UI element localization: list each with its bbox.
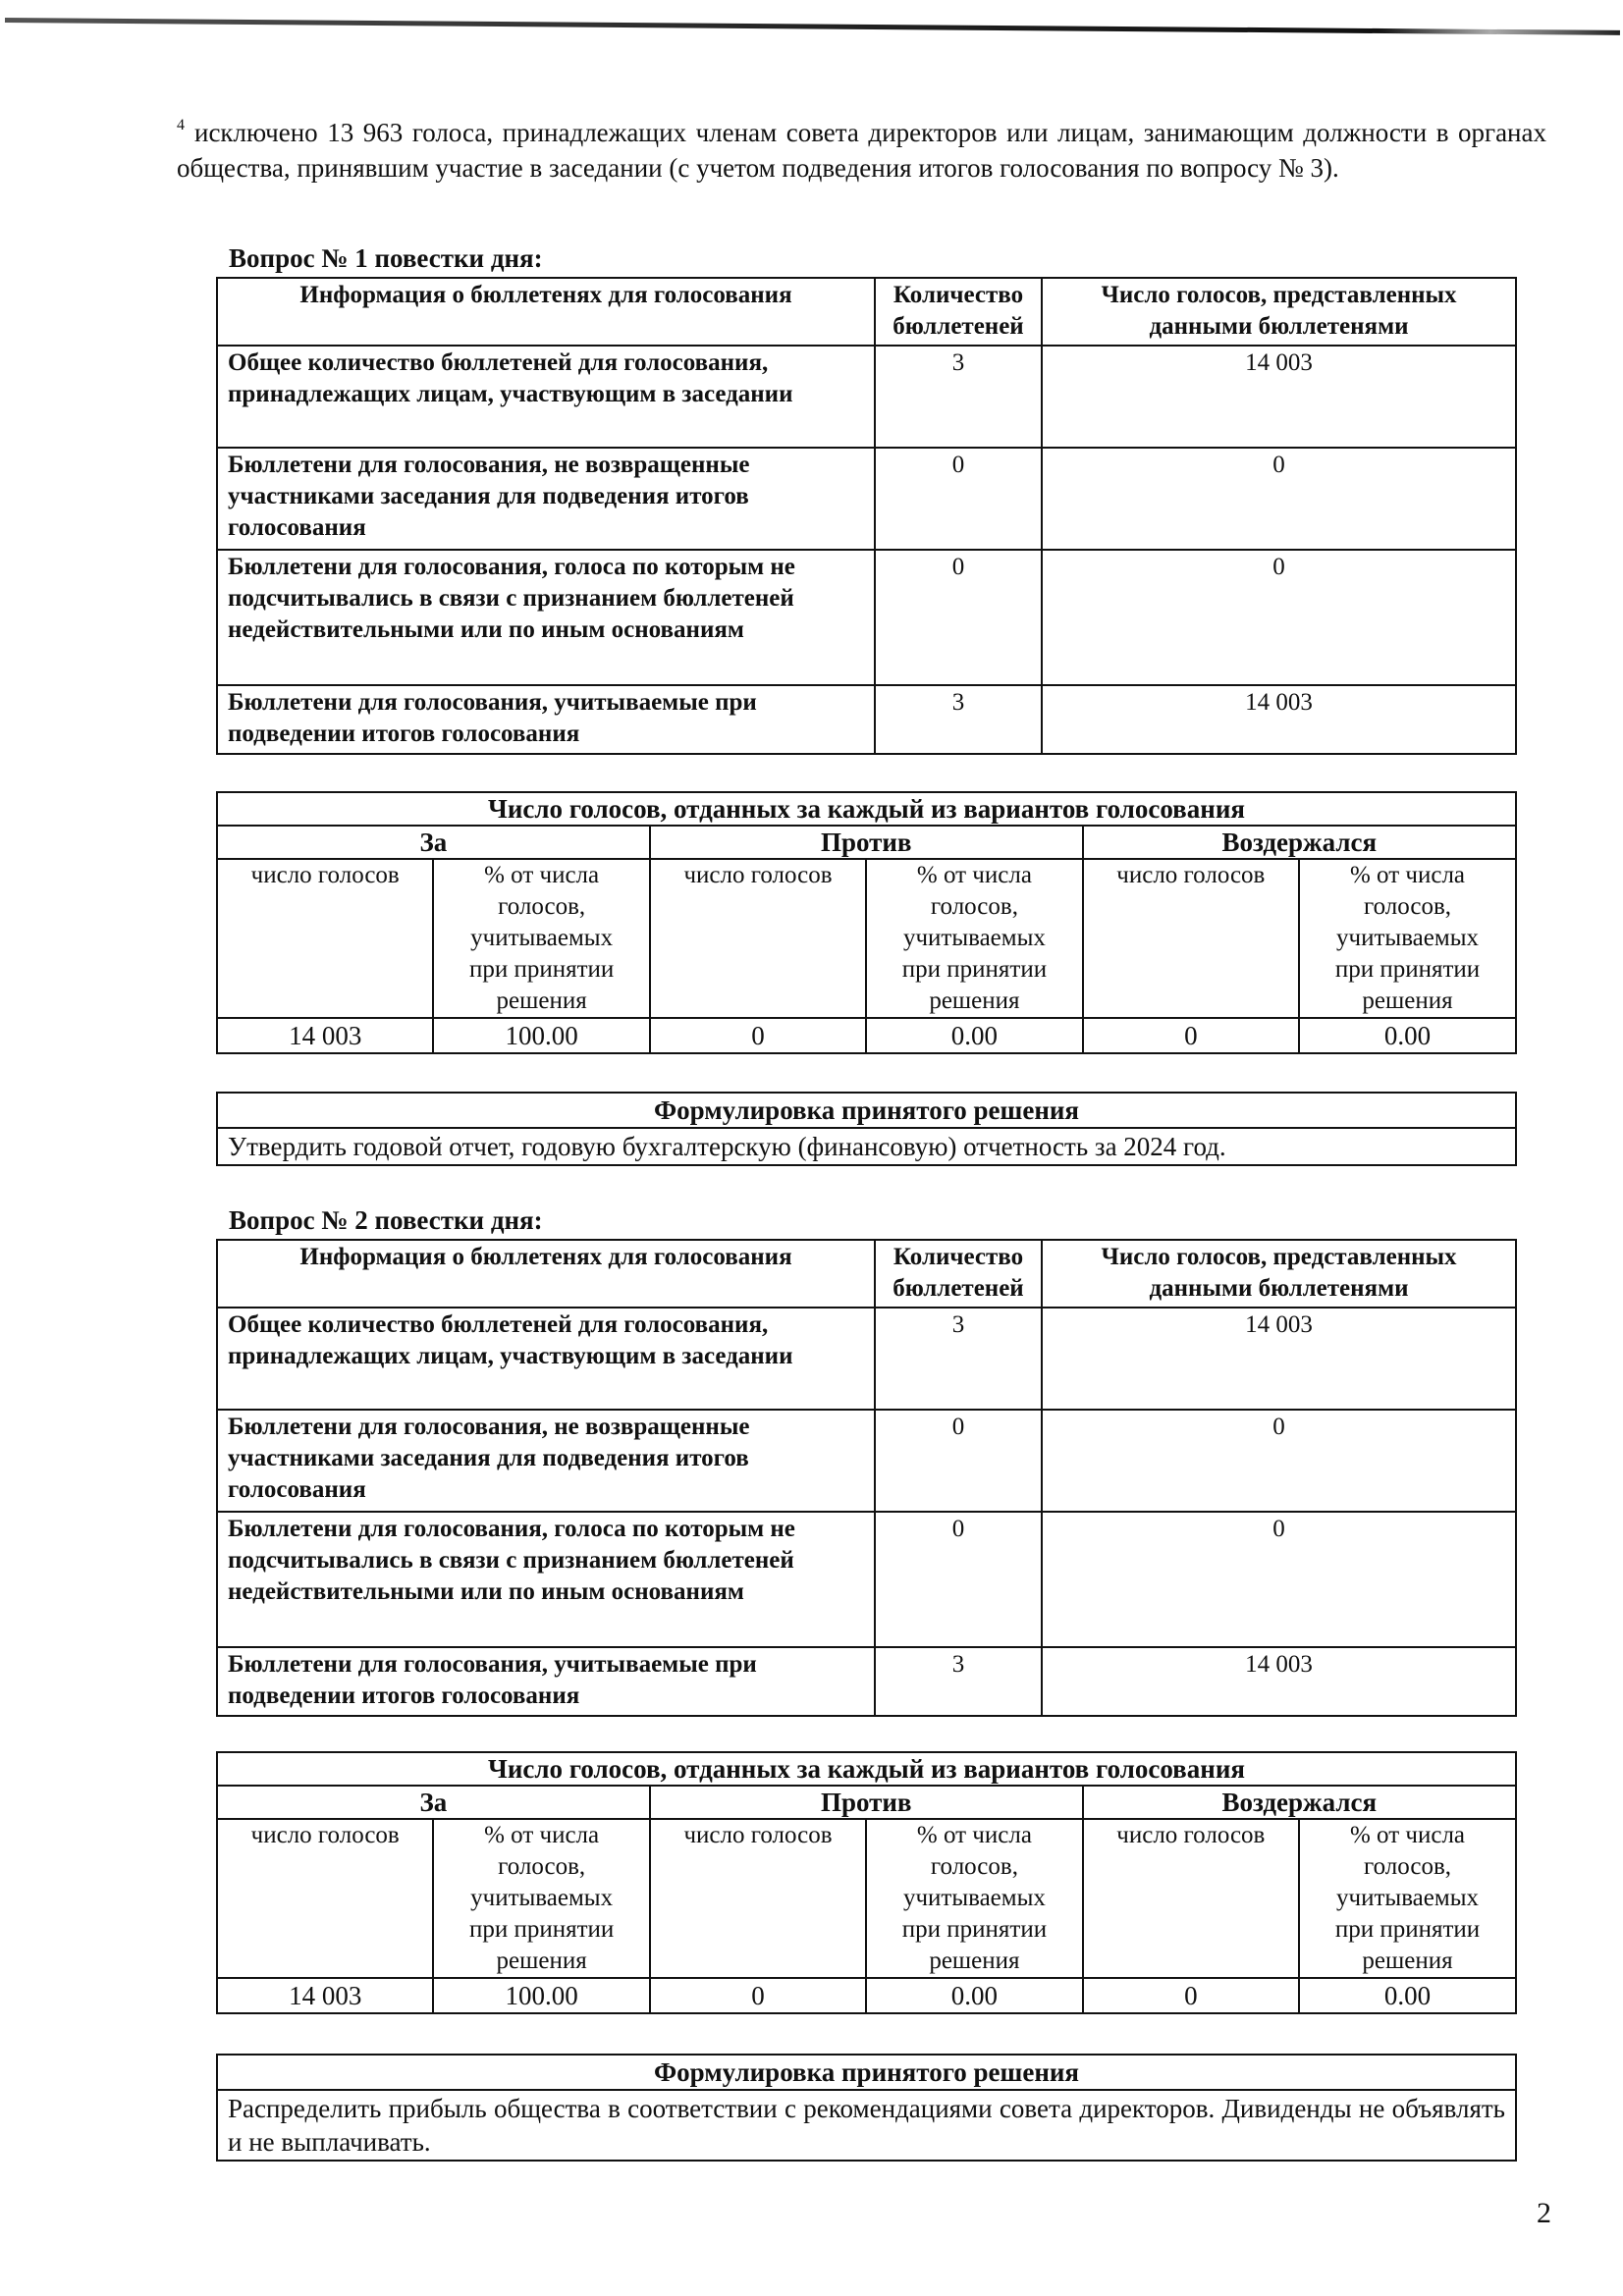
row-label: Общее количество бюллетеней для голосования, принадлежащих лицам, участвующим в заседании: [217, 346, 875, 448]
footnote: [177, 108, 1546, 186]
table-row: [217, 1512, 1516, 1647]
row-label: Бюллетени для голосования, голоса по которым не подсчитывались в связи с признанием бюллетеней недействительными или по иным основаниям: [217, 1512, 875, 1647]
question-2-title: Вопрос № 2 повестки дня:: [229, 1205, 543, 1235]
question-1-decision-table: [216, 1092, 1517, 1166]
question-2-decision-table: [216, 2054, 1517, 2162]
votes-values-row: [217, 1978, 1516, 2013]
for-percent: 100.00: [433, 1018, 649, 1053]
sub-header-percent: % от числа голосов, учитываемых при принятии решения: [433, 1819, 649, 1978]
sub-header-percent: % от числа голосов, учитываемых при принятии решения: [866, 1819, 1082, 1978]
table-row: [217, 550, 1516, 685]
table-row: [217, 1410, 1516, 1512]
row-label: Бюллетени для голосования, учитываемые при подведении итогов голосования: [217, 685, 875, 754]
abstain-count: 0: [1083, 1018, 1299, 1053]
decision-text: Распределить прибыль общества в соответствии с рекомендациями совета директоров. Дивиденды не объявлять и не выплачивать.: [217, 2090, 1516, 2161]
option-against: Против: [650, 1786, 1083, 1819]
question-2-info-table: [216, 1239, 1517, 1717]
for-percent: 100.00: [433, 1978, 649, 2013]
sub-header-count: число голосов: [1083, 859, 1299, 1018]
row-votes: 14 003: [1042, 1647, 1516, 1716]
row-label: Общее количество бюллетеней для голосования, принадлежащих лицам, участвующим в заседании: [217, 1308, 875, 1410]
row-count: 3: [875, 346, 1042, 448]
header-count: Количество бюллетеней: [875, 278, 1042, 346]
row-label: Бюллетени для голосования, голоса по которым не подсчитывались в связи с признанием бюллетеней недействительными или по иным основаниям: [217, 550, 875, 685]
row-label: Бюллетени для голосования, не возвращенные участниками заседания для подведения итогов голосования: [217, 448, 875, 550]
header-votes: Число голосов, представленных данными бюллетенями: [1042, 278, 1516, 346]
sub-header-percent: % от числа голосов, учитываемых при принятии решения: [1299, 1819, 1516, 1978]
row-count: 0: [875, 1410, 1042, 1512]
row-label: Бюллетени для голосования, не возвращенные участниками заседания для подведения итогов голосования: [217, 1410, 875, 1512]
question-1-info-table: [216, 277, 1517, 755]
sub-header-count: число голосов: [650, 1819, 866, 1978]
sub-header-count: число голосов: [650, 859, 866, 1018]
footnote-text: исключено 13 963 голоса, принадлежащих членам совета директоров или лицам, занимающим должности в органах общества, принявшим участие в заседании (с учетом подведения итогов голосования по вопросу № 3).: [177, 118, 1546, 183]
option-for: За: [217, 826, 650, 859]
against-percent: 0.00: [866, 1978, 1082, 2013]
table-row: [217, 1647, 1516, 1716]
abstain-percent: 0.00: [1299, 1978, 1516, 2013]
votes-values-row: [217, 1018, 1516, 1053]
option-against: Против: [650, 826, 1083, 859]
against-count: 0: [650, 1018, 866, 1053]
scan-edge: [5, 18, 1620, 35]
against-percent: 0.00: [866, 1018, 1082, 1053]
row-votes: 14 003: [1042, 346, 1516, 448]
for-count: 14 003: [217, 1978, 433, 2013]
header-count: Количество бюллетеней: [875, 1240, 1042, 1308]
footnote-marker: 4: [177, 117, 185, 133]
sub-header-count: число голосов: [1083, 1819, 1299, 1978]
row-label: Бюллетени для голосования, учитываемые при подведении итогов голосования: [217, 1647, 875, 1716]
sub-header-percent: % от числа голосов, учитываемых при принятии решения: [1299, 859, 1516, 1018]
sub-header-percent: % от числа голосов, учитываемых при принятии решения: [433, 859, 649, 1018]
for-count: 14 003: [217, 1018, 433, 1053]
row-votes: 0: [1042, 1512, 1516, 1647]
header-info: Информация о бюллетенях для голосования: [217, 1240, 875, 1308]
against-count: 0: [650, 1978, 866, 2013]
question-2-votes-table: [216, 1751, 1517, 2014]
row-count: 3: [875, 685, 1042, 754]
decision-header: Формулировка принятого решения: [217, 2055, 1516, 2090]
sub-header-percent: % от числа голосов, учитываемых при принятии решения: [866, 859, 1082, 1018]
row-votes: 0: [1042, 1410, 1516, 1512]
header-info: Информация о бюллетенях для голосования: [217, 278, 875, 346]
sub-header-count: число голосов: [217, 859, 433, 1018]
row-votes: 14 003: [1042, 1308, 1516, 1410]
abstain-count: 0: [1083, 1978, 1299, 2013]
row-count: 0: [875, 1512, 1042, 1647]
row-votes: 0: [1042, 550, 1516, 685]
header-votes: Число голосов, представленных данными бюллетенями: [1042, 1240, 1516, 1308]
row-count: 3: [875, 1647, 1042, 1716]
decision-text: Утвердить годовой отчет, годовую бухгалтерскую (финансовую) отчетность за 2024 год.: [217, 1128, 1516, 1165]
option-abstain: Воздержался: [1083, 1786, 1516, 1819]
row-count: 0: [875, 448, 1042, 550]
question-1-votes-table: [216, 791, 1517, 1054]
sub-header-count: число голосов: [217, 1819, 433, 1978]
row-votes: 14 003: [1042, 685, 1516, 754]
page-number: 2: [1537, 2197, 1551, 2229]
row-votes: 0: [1042, 448, 1516, 550]
table-header-row: [217, 1240, 1516, 1308]
table-row: [217, 448, 1516, 550]
table-row: [217, 346, 1516, 448]
abstain-percent: 0.00: [1299, 1018, 1516, 1053]
table-row: [217, 1308, 1516, 1410]
option-abstain: Воздержался: [1083, 826, 1516, 859]
option-for: За: [217, 1786, 650, 1819]
table-header-row: [217, 278, 1516, 346]
row-count: 3: [875, 1308, 1042, 1410]
decision-header: Формулировка принятого решения: [217, 1093, 1516, 1128]
votes-title: Число голосов, отданных за каждый из вариантов голосования: [217, 792, 1516, 826]
table-row: [217, 685, 1516, 754]
question-1-title: Вопрос № 1 повестки дня:: [229, 243, 543, 273]
votes-title: Число голосов, отданных за каждый из вариантов голосования: [217, 1752, 1516, 1786]
row-count: 0: [875, 550, 1042, 685]
